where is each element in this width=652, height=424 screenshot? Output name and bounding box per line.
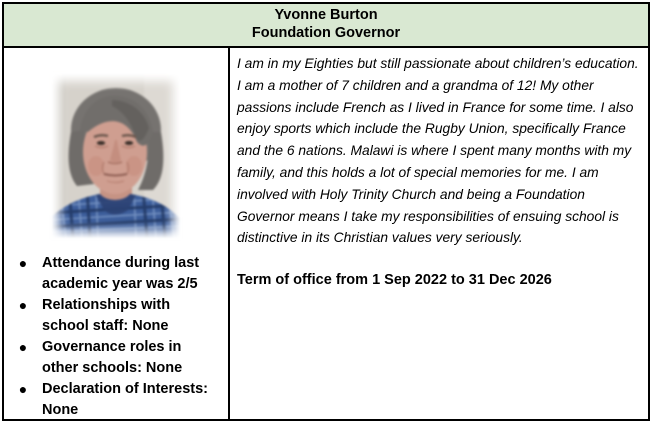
- governor-photo: [52, 74, 180, 238]
- term-of-office: Term of office from 1 Sep 2022 to 31 Dec 2026: [237, 272, 552, 289]
- bio-panel: [230, 48, 648, 419]
- card-body: [4, 48, 648, 419]
- portrait-photo-graphic: [52, 74, 180, 238]
- list-item-text: Relationships with school staff: None: [42, 297, 171, 334]
- governor-profile-card: [2, 2, 650, 421]
- list-item-text: Attendance during last academic year was 2/5: [42, 255, 200, 292]
- list-item: [4, 337, 216, 379]
- list-item-text: Governance roles in other schools: None: [42, 339, 183, 376]
- list-item: [4, 253, 216, 295]
- governor-name: Yvonne Burton: [274, 7, 378, 23]
- left-panel: [4, 48, 230, 419]
- governor-role: Foundation Governor: [251, 24, 401, 41]
- bullet-icon: ●: [18, 381, 28, 397]
- list-item: [4, 379, 216, 421]
- bullet-icon: ●: [18, 255, 28, 271]
- list-item-text: Declaration of Interests: None: [42, 381, 208, 418]
- list-item: [4, 295, 216, 337]
- bullet-icon: ●: [18, 339, 28, 355]
- governance-info-list: [4, 253, 228, 421]
- card-header: [4, 4, 648, 48]
- bullet-icon: ●: [18, 297, 28, 313]
- bio-text: I am in my Eighties but still passionate about children’s education. I am a mother of 7 children and a grandma of 12! My other passions include French as I lived in France for some time. I also enjoy sports which include the Rugby Union, specifically France and the 6 nations. Malawi is where I spent many months with my family, and this holds a lot of special memories for me. I am involved with Holy Trinity Church and being a Foundation Governor means I take my responsibilities of ensuing school is distinctive in its Christian values very seriously.: [237, 56, 639, 246]
